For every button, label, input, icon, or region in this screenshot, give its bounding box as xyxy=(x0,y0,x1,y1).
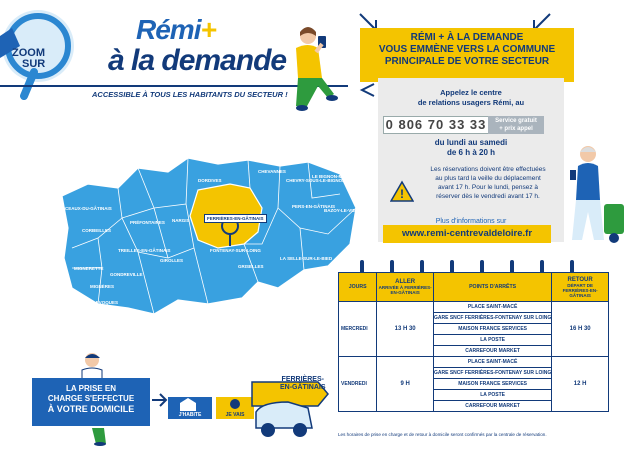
days-line1: du lundi au samedi xyxy=(434,138,508,147)
map-town-label: PERS-EN-GÂTINAIS xyxy=(292,204,336,209)
map-town-label: CHEVANNES xyxy=(258,169,286,174)
row-retour-time: 16 H 30 xyxy=(552,302,609,357)
col-stops: POINTS D'ARRÊTS xyxy=(434,273,552,302)
destination-sign xyxy=(280,376,326,392)
row-aller-time: 13 H 30 xyxy=(377,302,434,357)
table-footnote: Les horaires de prise en charge et de retour à domicile seront confirmés par la centrale de réservation. xyxy=(338,432,547,437)
map-town-label: SCEAUX-DU-GÂTINAIS xyxy=(62,206,112,211)
phone-number[interactable]: 0 806 70 33 33 xyxy=(383,116,489,134)
map-town-label: NARGIS xyxy=(172,218,190,223)
table-row xyxy=(339,357,609,412)
opening-hours xyxy=(378,138,564,158)
senior-walking-illustration xyxy=(564,140,634,250)
zoom-label xyxy=(12,48,45,70)
home-label: J'HABITE xyxy=(178,412,202,418)
stop-item: PLACE SAINT-MACÉ xyxy=(434,357,551,368)
row-day: VENDREDI xyxy=(339,357,377,412)
map-town-label: MIGNERETTE xyxy=(74,266,104,271)
svg-text:!: ! xyxy=(400,187,404,201)
row-retour-time: 12 H xyxy=(552,357,609,412)
map-town-label: GRISELLES xyxy=(238,264,264,269)
row-stops xyxy=(434,357,552,412)
resa-line2: au plus tard la veille du déplacement xyxy=(435,175,541,182)
stop-item: PLACE SAINT-MACÉ xyxy=(434,302,551,313)
days-line2: de 6 h à 20 h xyxy=(446,148,496,157)
destination-label: JE VAIS xyxy=(225,412,245,418)
zoom-line2: SUR xyxy=(22,58,46,70)
stop-item: MAISON FRANCE SERVICES xyxy=(434,324,551,335)
row-day: MERCREDI xyxy=(339,302,377,357)
pickup-line1: LA PRISE EN xyxy=(66,384,116,393)
website-link[interactable]: www.remi-centrevaldeloire.fr xyxy=(383,225,551,243)
person-phone-illustration xyxy=(288,22,354,112)
brand-title xyxy=(136,14,216,46)
map-town-label: TREILLES-EN-GÂTINAIS xyxy=(118,248,171,253)
stop-item: GARE SNCF FERRIÈRES-FONTENAY SUR LOING xyxy=(434,313,551,324)
stop-item: CARREFOUR MARKET xyxy=(465,403,520,409)
arrow-right-icon xyxy=(150,390,170,410)
stop-item: GARE SNCF FERRIÈRES-FONTENAY SUR LOING xyxy=(434,368,551,379)
schedule-table xyxy=(338,272,609,424)
pickup-line2: CHARGE S'EFFECTUE xyxy=(47,394,135,403)
zoom-line1: ZOOM xyxy=(12,47,45,59)
headline-line1: RÉMI + À LA DEMANDE xyxy=(410,32,524,43)
headline-line2: VOUS EMMÈNE VERS LA COMMUNE xyxy=(378,44,556,55)
map-town-label: FONTENAY-SUR-LOING xyxy=(210,248,261,253)
destination-line2: EN-GÂTINAIS xyxy=(280,384,326,391)
map-town-label: CHEVRY-SOUS-LE-BIGNON xyxy=(286,178,346,183)
stop-item: LA POSTE xyxy=(434,390,551,401)
warning-icon xyxy=(390,180,414,202)
map-labels xyxy=(58,148,363,328)
resa-line3: avant 17 h. Pour le lundi, pensez à xyxy=(437,184,539,191)
map-town-highlight: FERRIÈRES-EN-GÂTINAIS xyxy=(204,214,267,223)
table-row xyxy=(339,302,609,357)
map-town-label: BAZOY-LE-VIEIL xyxy=(324,208,360,213)
call-text-line2: de relations usagers Rémi, au xyxy=(417,98,525,107)
stop-item: CARREFOUR MARKET xyxy=(465,348,520,354)
destination-line1: FERRIÈRES- xyxy=(281,376,324,383)
pickup-line3: À VOTRE DOMICILE xyxy=(47,404,135,414)
row-stops xyxy=(434,302,552,357)
map-town-label: MIGNÈRES xyxy=(90,284,115,289)
col-days: JOURS xyxy=(339,273,377,302)
phone-price-tag xyxy=(488,116,544,134)
col-retour-title: RETOUR xyxy=(567,276,593,283)
call-text-line1: Appelez le centre xyxy=(440,88,502,97)
map-town-label: PRÉFONTAINES xyxy=(130,220,165,225)
headline-banner xyxy=(360,28,574,82)
col-aller xyxy=(377,273,434,302)
brand-subtitle: à la demande xyxy=(108,44,287,77)
col-retour xyxy=(552,273,609,302)
brand-plus: + xyxy=(200,14,216,45)
resa-line4: réserver dès le vendredi avant 17 h. xyxy=(436,193,540,200)
col-aller-sub: ARRIVÉE À FERRIÈRES-EN-GÂTINAIS xyxy=(378,285,432,295)
call-text xyxy=(378,88,564,108)
map-town-label: GONDREVILLE xyxy=(110,272,143,277)
map-town-label: LE BIGNON-MIRABEAU xyxy=(312,174,363,179)
map-town-label: CORBEILLES xyxy=(82,228,112,233)
pickup-banner xyxy=(32,378,150,426)
col-retour-sub: DÉPART DE FERRIÈRES-EN-GÂTINAIS xyxy=(562,282,598,298)
map-town-label: GIROLLES xyxy=(160,258,184,263)
map-town-label: DORDIVES xyxy=(198,178,222,183)
row-aller-time: 9 H xyxy=(377,357,434,412)
more-info-label: Plus d'informations sur xyxy=(435,218,507,225)
phone-tag-line1: Service gratuit xyxy=(495,118,537,124)
col-aller-title: ALLER xyxy=(395,279,416,285)
phone-tag-line2: + prix appel xyxy=(499,126,533,132)
home-tile xyxy=(168,397,212,419)
reservation-note xyxy=(420,165,556,201)
stop-item: LA POSTE xyxy=(434,335,551,346)
deco-arrow-icon xyxy=(358,80,378,100)
tagline: ACCESSIBLE À TOUS LES HABITANTS DU SECTEUR ! xyxy=(92,90,288,99)
headline-line3: PRINCIPALE DE VOTRE SECTEUR xyxy=(384,56,550,67)
brand-name: Rémi xyxy=(136,14,201,45)
stop-item: MAISON FRANCE SERVICES xyxy=(434,379,551,390)
house-icon xyxy=(168,397,212,413)
map-town-label: VILLEVOQUES xyxy=(86,300,119,305)
resa-line1: Les réservations doivent être effectuées xyxy=(430,166,546,173)
map-town-label: LA SELLE-SUR-LE-BIED xyxy=(280,256,333,261)
